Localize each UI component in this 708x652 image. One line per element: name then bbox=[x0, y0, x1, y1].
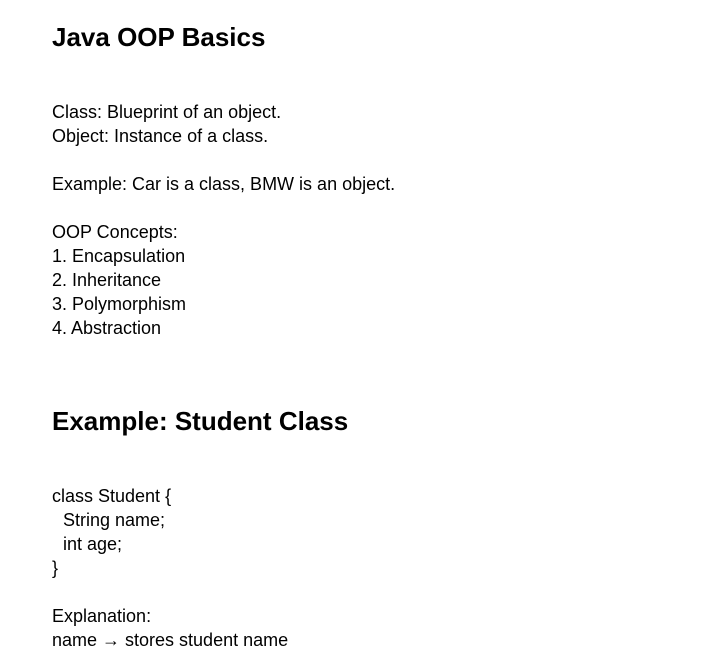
explanation-heading: Explanation: bbox=[52, 606, 152, 626]
section-title: Example: Student Class bbox=[52, 406, 349, 436]
code-line: int age; bbox=[63, 534, 123, 554]
page-title: Java OOP Basics bbox=[52, 22, 266, 52]
object-definition: Object: Instance of a class. bbox=[52, 126, 269, 146]
example-text: Example: Car is a class, BMW is an object. bbox=[52, 174, 396, 194]
code-line: String name; bbox=[63, 510, 166, 530]
class-definition: Class: Blueprint of an object. bbox=[52, 102, 282, 122]
concept-item: 1. Encapsulation bbox=[52, 246, 186, 266]
concept-item: 4. Abstraction bbox=[52, 318, 162, 338]
code-line: class Student { bbox=[52, 486, 172, 506]
explanation-item: name → stores student name bbox=[52, 630, 289, 650]
code-line: } bbox=[52, 558, 59, 578]
concepts-heading: OOP Concepts: bbox=[52, 222, 178, 242]
concept-item: 3. Polymorphism bbox=[52, 294, 187, 314]
concept-item: 2. Inheritance bbox=[52, 270, 162, 290]
